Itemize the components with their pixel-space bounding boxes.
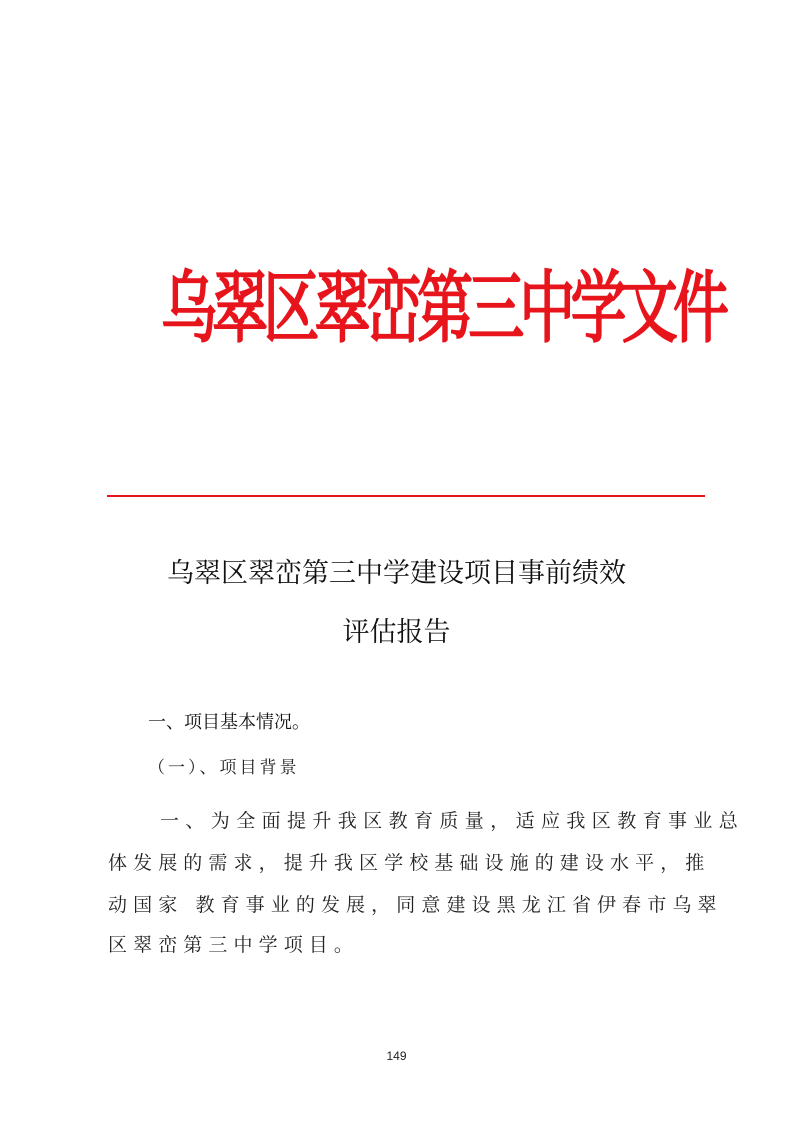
section-heading: 一、项目基本情况。 — [148, 712, 310, 733]
document-title-line-1: 乌翠区翠峦第三中学建设项目事前绩效 — [167, 558, 626, 589]
page-number: 149 — [386, 1049, 407, 1063]
paragraph-line: 动国家 教育事业的发展，同意建设黑龙江省伊春市乌翠 — [108, 894, 723, 916]
subsection-heading: （一）、项目背景 — [148, 758, 300, 778]
masthead-divider — [107, 495, 705, 497]
document-title-line-2: 评估报告 — [342, 617, 451, 648]
paragraph-line: 区翠峦第三中学项目。 — [108, 934, 360, 956]
paragraph-line: 一、为全面提升我区教育质量，适应我区教育事业总 — [160, 810, 745, 832]
document-masthead: 乌翠区翠峦第三中学文件 — [161, 260, 725, 354]
paragraph-line: 体发展的需求，提升我区学校基础设施的建设水平，推 — [108, 852, 711, 874]
